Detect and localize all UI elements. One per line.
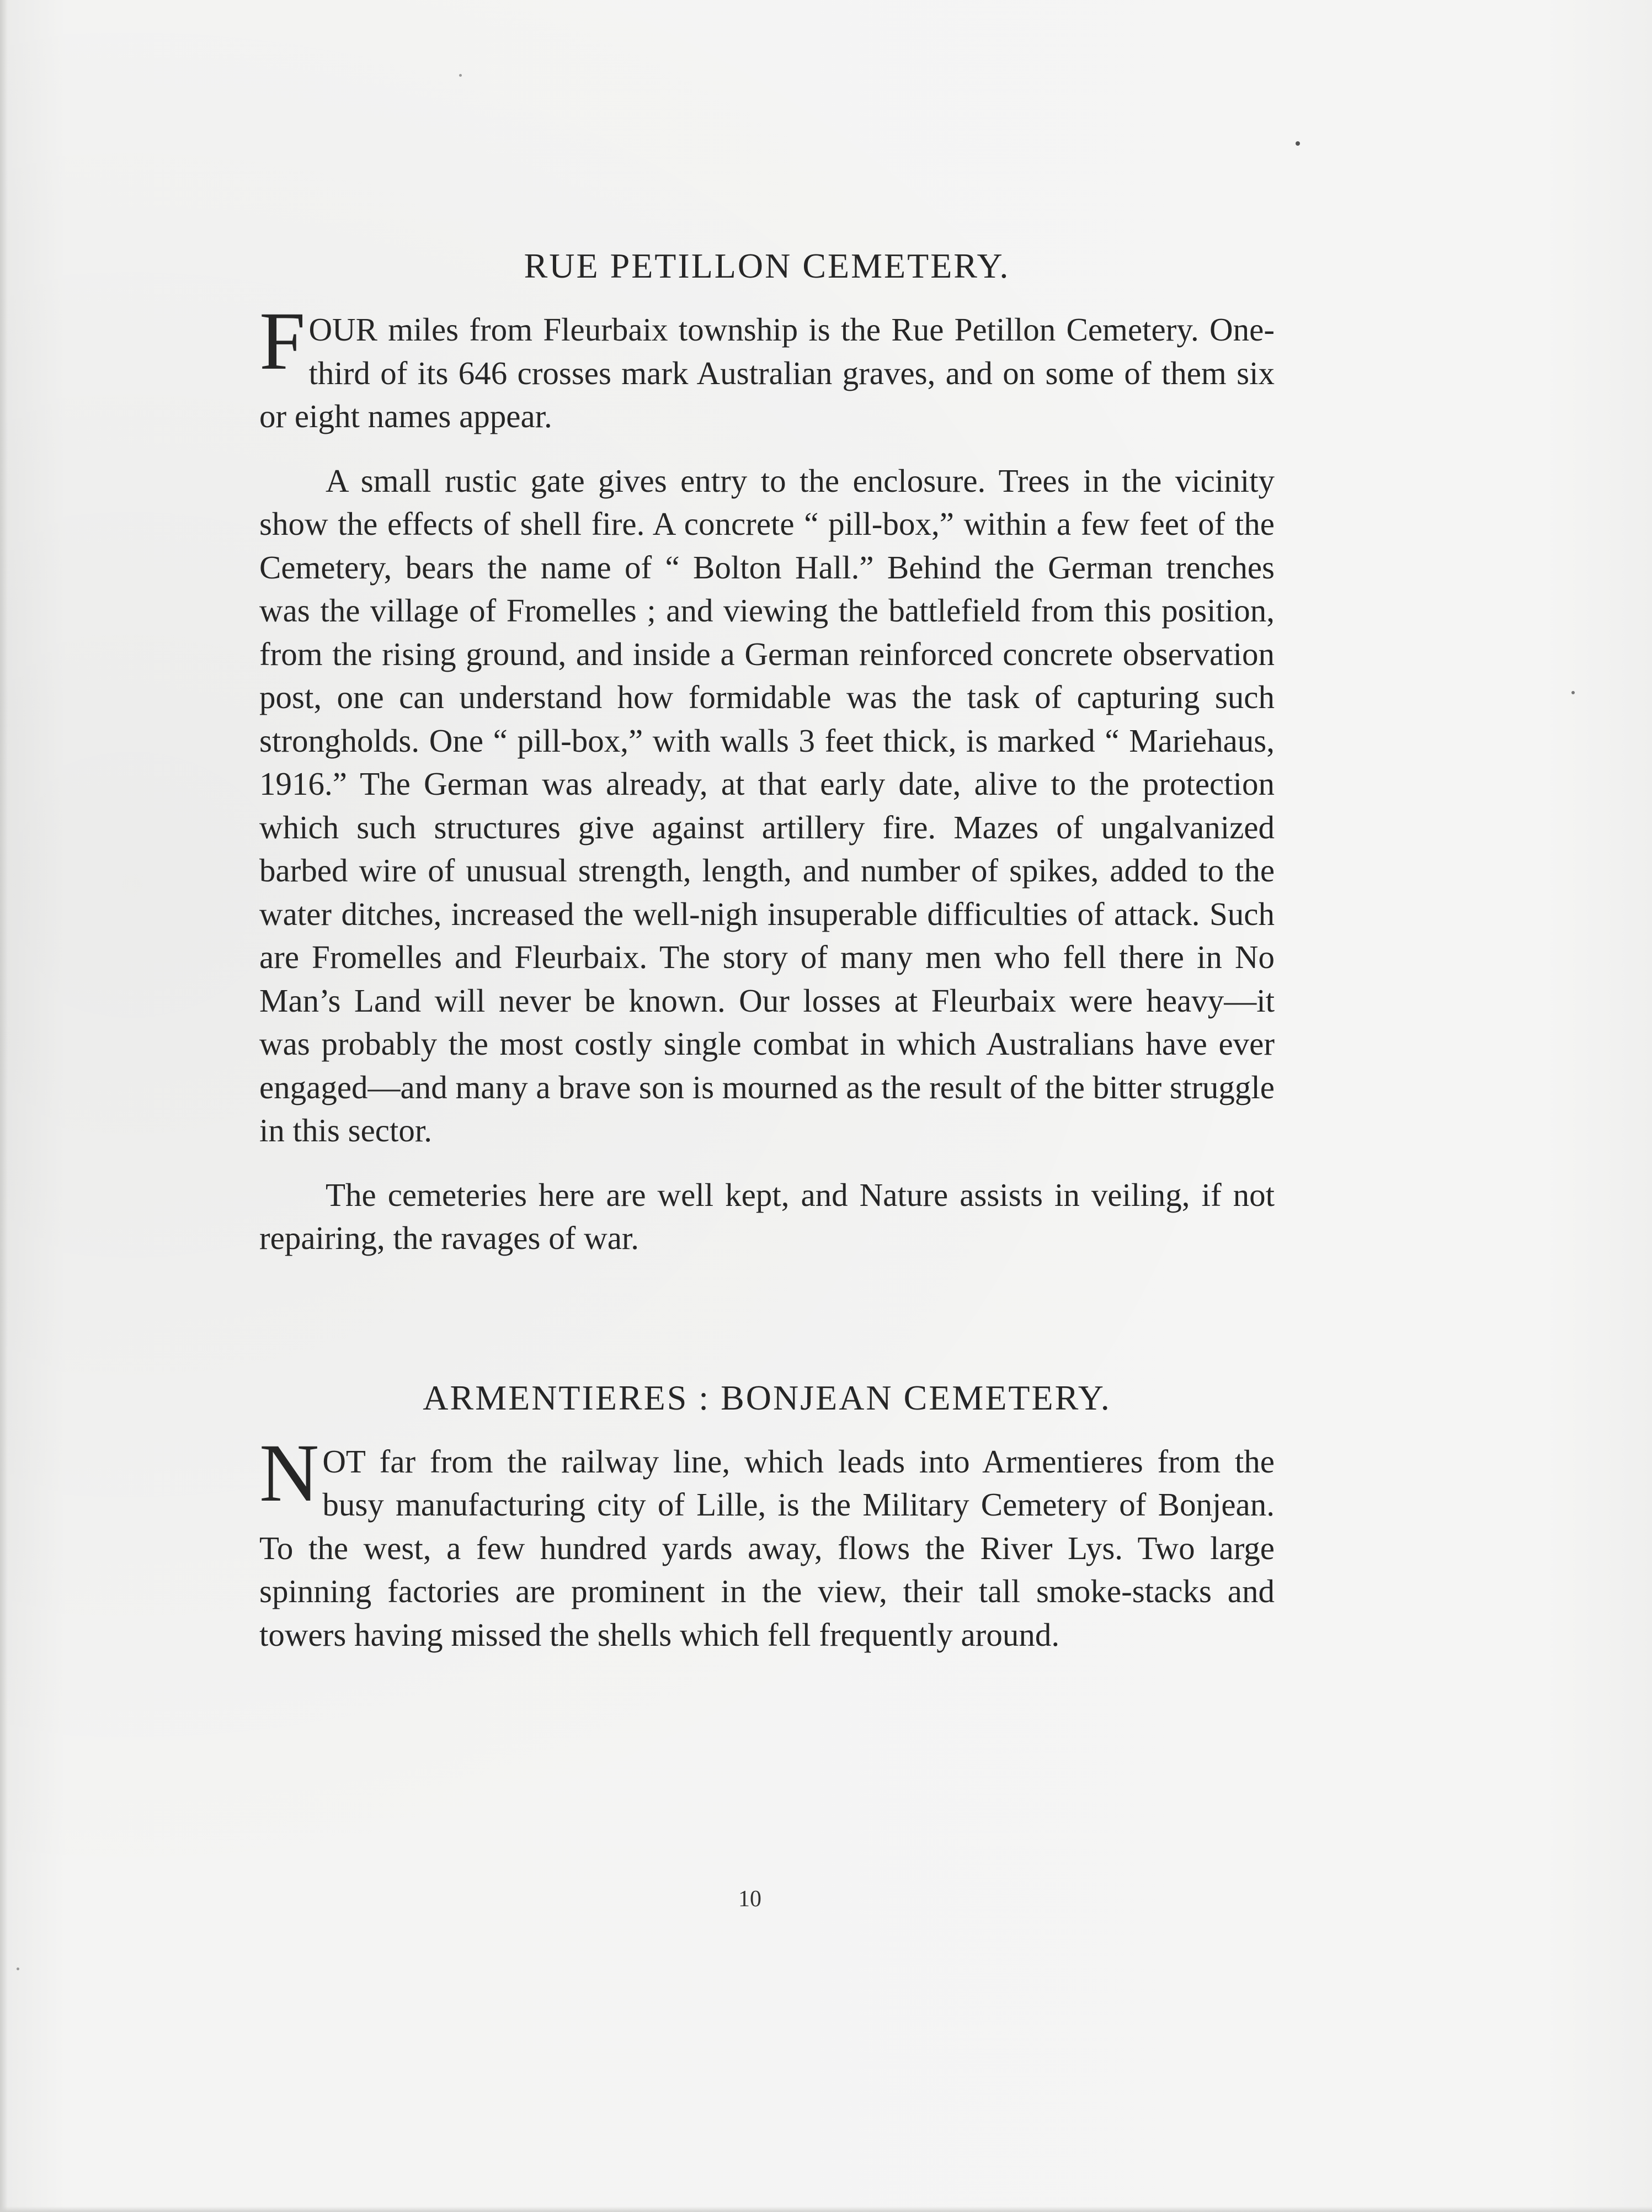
paragraph-rue-petillon-nature: The cemeteries here are well kept, and Nature assists in veiling, if not repairing, the ravages of war. [259,1176,1275,1256]
paper-speck [459,74,462,77]
page-number: 10 [738,1886,761,1912]
paragraph-rue-petillon-intro [259,295,1275,438]
paragraph-bonjean-intro [259,1427,1275,1657]
section-title-rue-petillon: RUE PETILLON CEMETERY. [524,246,1010,285]
paper-speck [1571,691,1575,694]
drop-cap: N [259,1427,319,1519]
page-edge-shadow [0,0,8,2212]
paragraph-rue-petillon-gate: A small rustic gate gives entry to the enclosure. Trees in the vicinity show the effects of shell fire. A concrete “ pill-box,” within a few feet of the Cemetery, bears the name of “ Bolton Hall.” Behind the German trenches was the village of Fromelles ; and viewing the battlefield from this position, from the rising ground, and inside a German reinforced concrete observation post, one can understand how formidable was the task of capturing such strongholds. One “ pill-box,” with walls 3 feet thick, is marked “ Mariehaus, 1916.” The German was already, at that early date, alive to the protection which such structures give against artillery fire. Mazes of ungalvanized barbed wire of unusual strength, length, and number of spikes, added to the water ditches, increased the well-nigh insuperable difficulties of attack. Such are Fromelles and Fleurbaix. The story of many men who fell there in No Man’s Land will never be known. Our losses at Fleurbaix were heavy—it was probably the most costly single combat in which Australians have ever engaged—and many a brave son is mourned as the result of the bitter struggle in this sector. [259,462,1275,1148]
text-column [259,232,1275,1656]
paragraph-text: OUR miles from Fleurbaix township is the Rue Petillon Cemetery. One-third of its 646 crosses mark Australian graves, and on some of them six or eight names appear. [259,311,1275,434]
paragraph-text: OT far from the railway line, which leads into Armentieres from the busy manufacturing city of Lille, is the Military Cemetery of Bonjean. To the west, a few hundred yards away, flows the River Lys. Two large spinning factories are prominent in the view, their tall smoke-stacks and towers having missed the shells which fell frequently around. [259,1443,1275,1653]
paper-speck [1296,141,1300,146]
drop-cap: F [259,295,306,387]
page-bottom-edge [0,2206,1652,2212]
section-title-bonjean: ARMENTIERES : BONJEAN CEMETERY. [423,1378,1111,1417]
paper-speck [17,1968,19,1970]
